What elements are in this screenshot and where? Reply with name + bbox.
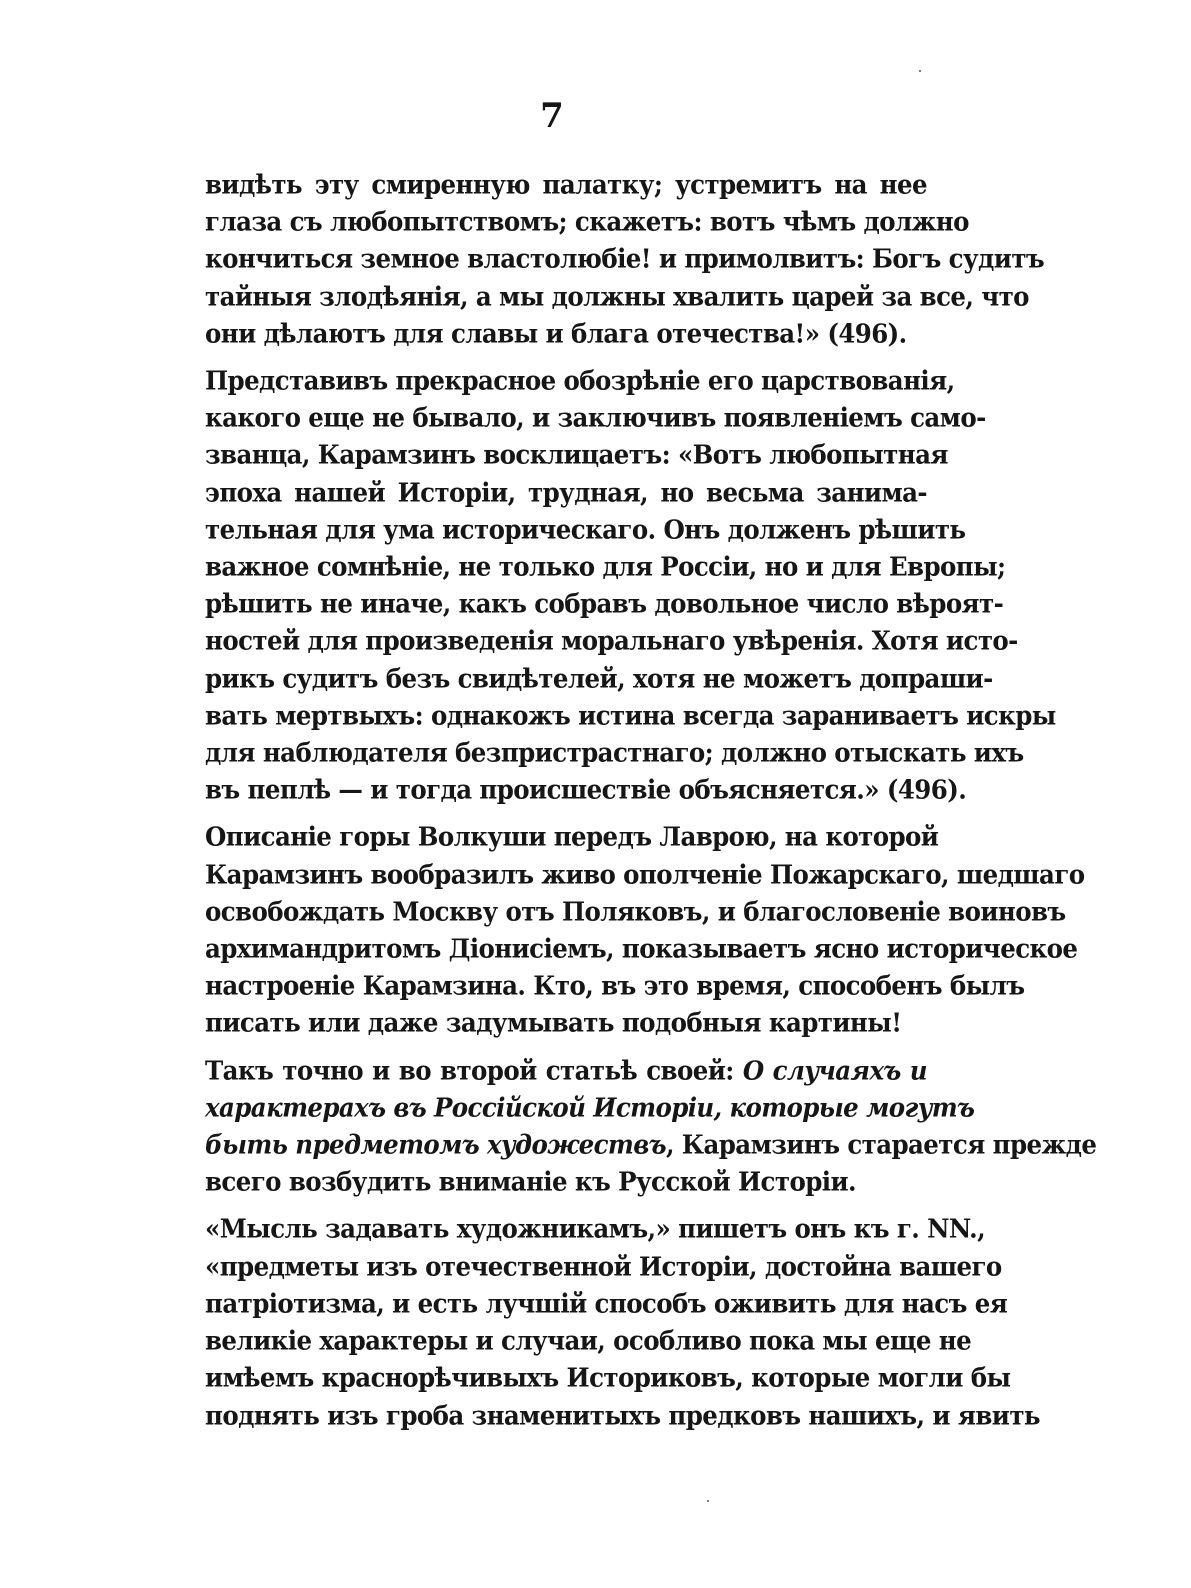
paragraph [205, 1210, 1040, 1433]
paragraph [205, 818, 1085, 1041]
text-line: ностей для произведенія моральнаго увѣренія. Хотя исто- [205, 625, 1018, 657]
italic-title: О случаяхъ и [742, 1054, 927, 1086]
italic-title: характерахъ въ Россійской Исторіи, которые могутъ [205, 1091, 975, 1124]
text-line: глаза съ любопытствомъ; скажетъ: вотъ чѣмъ должно [205, 206, 969, 238]
text-run: Такъ точно и во второй статьѣ своей: [205, 1054, 743, 1086]
page-number: 7 [540, 96, 564, 136]
paragraph [205, 1052, 1097, 1201]
italic-title: быть предметомъ художествъ [205, 1128, 666, 1161]
text-line: имѣемъ краснорѣчивыхъ Историковъ, которые могли бы [205, 1362, 1011, 1394]
text-line: «предметы изъ отечественной Исторіи, достойна вашего [205, 1250, 1002, 1282]
text-line: званца, Карамзинъ восклицаетъ: «Вотъ любопытная [205, 439, 948, 471]
text-line [205, 1050, 927, 1090]
text-line: для наблюдателя безпристрастнаго; должно отыскать ихъ [205, 736, 1024, 769]
text-line: тайныя злодѣянія, а мы должны хвалить царей за все, что [205, 280, 1029, 312]
text-line: рѣшить не иначе, какъ собравъ довольное число вѣроят- [205, 588, 1004, 620]
paragraph [205, 166, 1045, 352]
text-line: писать или даже задумывать подобныя картины! [205, 1007, 902, 1039]
text-line: рикъ судитъ безъ свидѣтелей, хотя не можетъ допраши- [205, 662, 993, 694]
text-line: важное сомнѣніе, не только для Россіи, но и для Европы; [205, 550, 1006, 583]
text-line: вать мертвыхъ: однакожъ истина всегда зараниваетъ искры [205, 699, 1056, 731]
scan-speck [919, 70, 921, 72]
text-line: Представивъ прекрасное обозрѣніе его царствованія, [205, 364, 955, 397]
text-line: Описаніе горы Волкуши передъ Лаврою, на которой [205, 821, 939, 853]
text-run: , Карамзинъ старается прежде [665, 1128, 1097, 1161]
text-line: видѣть эту смиренную палатку; устремитъ на нее [205, 168, 927, 201]
text-line: кончиться земное властолюбіе! и примолвитъ: Богъ судитъ [205, 243, 1045, 275]
text-line: всего возбудить вниманіе къ Русской Исторіи. [205, 1166, 856, 1198]
scan-speck [707, 1500, 709, 1502]
text-line: въ пеплѣ — и тогда происшествіе объясняется.» (496). [205, 774, 967, 806]
text-line: «Мысль задавать художникамъ,» пишетъ онъ къ г. NN., [205, 1213, 986, 1245]
body-text [205, 166, 1097, 1434]
text-line: настроеніе Карамзина. Кто, въ это время, способенъ былъ [205, 970, 1025, 1002]
text-line: патріотизма, и есть лучшій способъ оживить для насъ ея [205, 1287, 1008, 1320]
text-line: освобождать Москву отъ Поляковъ, и благословеніе воиновъ [205, 895, 1066, 928]
text-line [205, 1125, 1097, 1165]
text-line: великіе характеры и случаи, особливо пока мы еще не [205, 1324, 972, 1357]
text-line: поднять изъ гроба знаменитыхъ предковъ нашихъ, и явить [205, 1399, 1040, 1431]
text-line: какого еще не бывало, и заключивъ появленіемъ само- [205, 402, 986, 434]
text-line: архимандритомъ Діонисіемъ, показываетъ ясно историческое [205, 932, 1078, 965]
text-line: Карамзинъ вообразилъ живо ополченіе Пожарскаго, шедшаго [205, 858, 1085, 890]
paragraph [205, 362, 1056, 808]
text-line: тельная для ума историческаго. Онъ долженъ рѣшить [205, 513, 966, 545]
text-line: они дѣлаютъ для славы и блага отечества!» (496). [205, 317, 907, 349]
text-line: эпоха нашей Исторіи, трудная, но весьма занима- [205, 476, 927, 508]
